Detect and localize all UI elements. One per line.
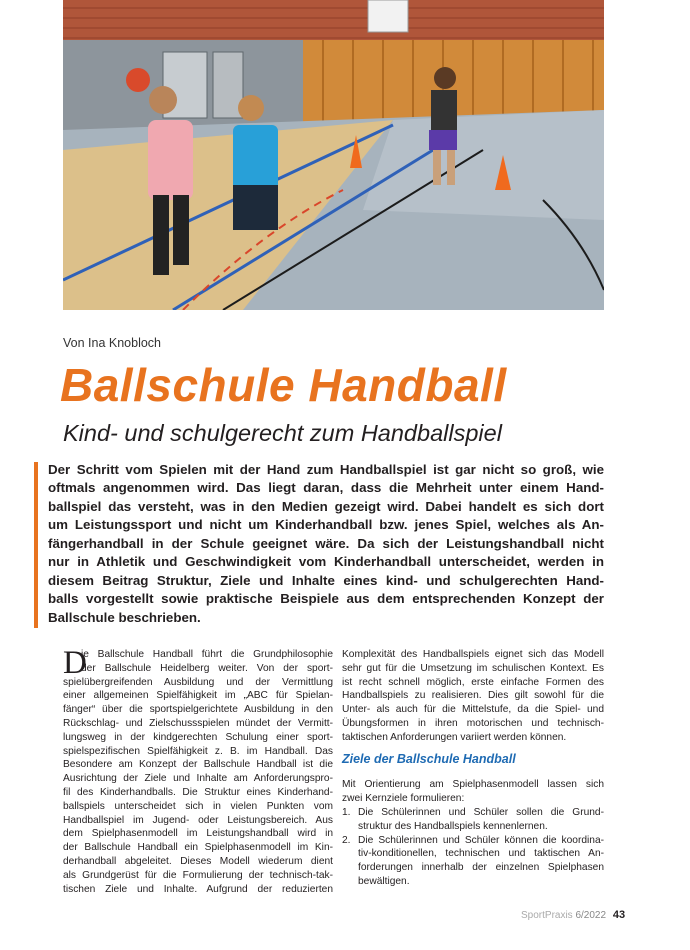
- list-line: forderungen innerhalb der einzelnen Spielphasen: [358, 862, 604, 874]
- lead-line: ballspiel das versteht, was in den Medien gezeigt wird. Dabei handelt es sich dort: [48, 498, 604, 514]
- page-footer: [521, 909, 625, 921]
- body-line: Ausrichtung der Ziele und Inhalte am Anforderungspro-: [63, 773, 333, 785]
- lead-paragraph: [48, 461, 604, 627]
- body-line: Handballspiel im Jugend- oder Leistungsbereich. Aus: [63, 814, 333, 826]
- body-line: derhandball abgeleitet. Dieses Modell wiederum dient: [63, 855, 333, 867]
- body-line: tischen Ziele und Inhalte. Aufgrund der reduzierten: [63, 883, 333, 895]
- lead-line: nur in Athletik und Geschwindigkeit vom Kinderhandball unterscheidet, werden in: [48, 554, 604, 570]
- article-subtitle: Kind- und schulgerecht zum Handballspiel: [63, 420, 502, 446]
- hero-photo: [63, 0, 604, 310]
- body-line: fil des Kinderhandballs. Die Struktur eines Kinderhand-: [63, 786, 333, 798]
- list-line: tiv-konditionellen, technischen und taktischen An-: [358, 848, 604, 860]
- list-number: 2.: [342, 834, 351, 846]
- list-number: 1.: [342, 806, 351, 818]
- body-line: der Ballschule Heidelberg weiter. Von der sport-: [81, 662, 333, 674]
- list-item: [342, 806, 604, 834]
- section-heading: Ziele der Ballschule Handball: [342, 751, 516, 766]
- lead-line: balls vorgestellt sowie praktische Beispiele aus dem entsprechenden Konzept der: [48, 591, 604, 607]
- lead-line: diesem Beitrag Struktur, Ziele und Inhalte eines kind- und schulgerechten Hand-: [48, 572, 604, 588]
- body-line: Übungsformen in ihren motorischen und technisch-: [342, 717, 604, 729]
- article-title: Ballschule Handball: [60, 359, 507, 411]
- body-line: Rückschlag- und Zielschussspielen mündet der Vermitt-: [63, 717, 333, 729]
- body-line: Handballspiels zu realisieren. Dies gilt sowohl für die: [342, 690, 604, 702]
- body-line: sehr gut für die Umsetzung im schulischen Kontext. Es: [342, 662, 604, 674]
- body-line: als Grundgerüst für die Formulierung der technisch-tak-: [63, 869, 333, 881]
- author-byline: Von Ina Knobloch: [63, 336, 161, 350]
- lead-line: Ballschule beschrieben.: [48, 609, 201, 625]
- lead-line: fängerhandball in der Schule geeignet wäre. Da sich der Leistungshandball nicht: [48, 535, 604, 551]
- body-line: Mit Orientierung am Spielphasenmodell lassen sich: [342, 779, 604, 791]
- body-line: ballspiels unterscheidet sich in vielen Punkten vom: [63, 800, 333, 812]
- list-line: Die Schülerinnen und Schüler können die koordina-: [358, 834, 604, 846]
- body-line: taktischen Anforderungen variiert werden können.: [342, 731, 567, 743]
- body-line: einer allgemeinen Spielfähigkeit im „ABC für Spielan-: [63, 690, 333, 702]
- lead-line: oftmals angenommen wird. Das liegt daran, dass die Mehrheit unter einem Hand-: [48, 480, 604, 496]
- body-line: Unter- als auch für die Mittelstufe, da die Spiel- und: [342, 704, 604, 716]
- body-line: lungsweg in der kindgerechten Schulung einer sport-: [63, 731, 333, 743]
- body-line: Besondere am Konzept der Ballschule Handball ist die: [63, 759, 333, 771]
- lead-accent-bar: [34, 462, 38, 628]
- body-column-left: [63, 645, 333, 896]
- body-line: ist recht schnell möglich, erste einfache Formen des: [342, 676, 604, 688]
- list-item: [342, 834, 604, 889]
- footer-issue: 6/2022: [575, 910, 607, 921]
- page-number: 43: [612, 909, 626, 921]
- list-line: Die Schülerinnen und Schüler sollen die Grund-: [358, 806, 604, 818]
- body-column-right: [342, 648, 604, 889]
- list-line: bewältigen.: [358, 875, 410, 887]
- footer-brand: SportPraxis: [521, 910, 573, 921]
- body-line: fänger“ über die sportspielgerichtete Ausbildung in den: [63, 704, 333, 716]
- body-line: Komplexität des Handballspiels eignet sich das Modell: [342, 649, 604, 660]
- body-line: spielübergreifenden Ausbildung und der Vermittlung: [63, 676, 333, 688]
- body-line: ie Ballschule Handball führt die Grundphilosophie: [81, 649, 333, 660]
- drop-cap: D: [63, 645, 87, 681]
- body-line: der Ballschule Handball ein Spielphasenmodell im Kin-: [63, 842, 333, 854]
- body-line: spielspezifischen Spielfähigkeit z. B. im Handball. Das: [63, 745, 333, 757]
- lead-line: Der Schritt vom Spielen mit der Hand zum Handballspiel ist gar nicht so groß, wie: [48, 462, 604, 477]
- body-line: dem Spielphasenmodell im Leistungshandball wird in: [63, 828, 333, 840]
- lead-line: um Leistungssport und nicht um Kinderhandball bzw. jenes Spiel, welches als An-: [48, 517, 604, 533]
- list-line: struktur des Handballspiels kennenlernen.: [358, 820, 548, 832]
- body-line: zwei Kernziele formulieren:: [342, 793, 465, 805]
